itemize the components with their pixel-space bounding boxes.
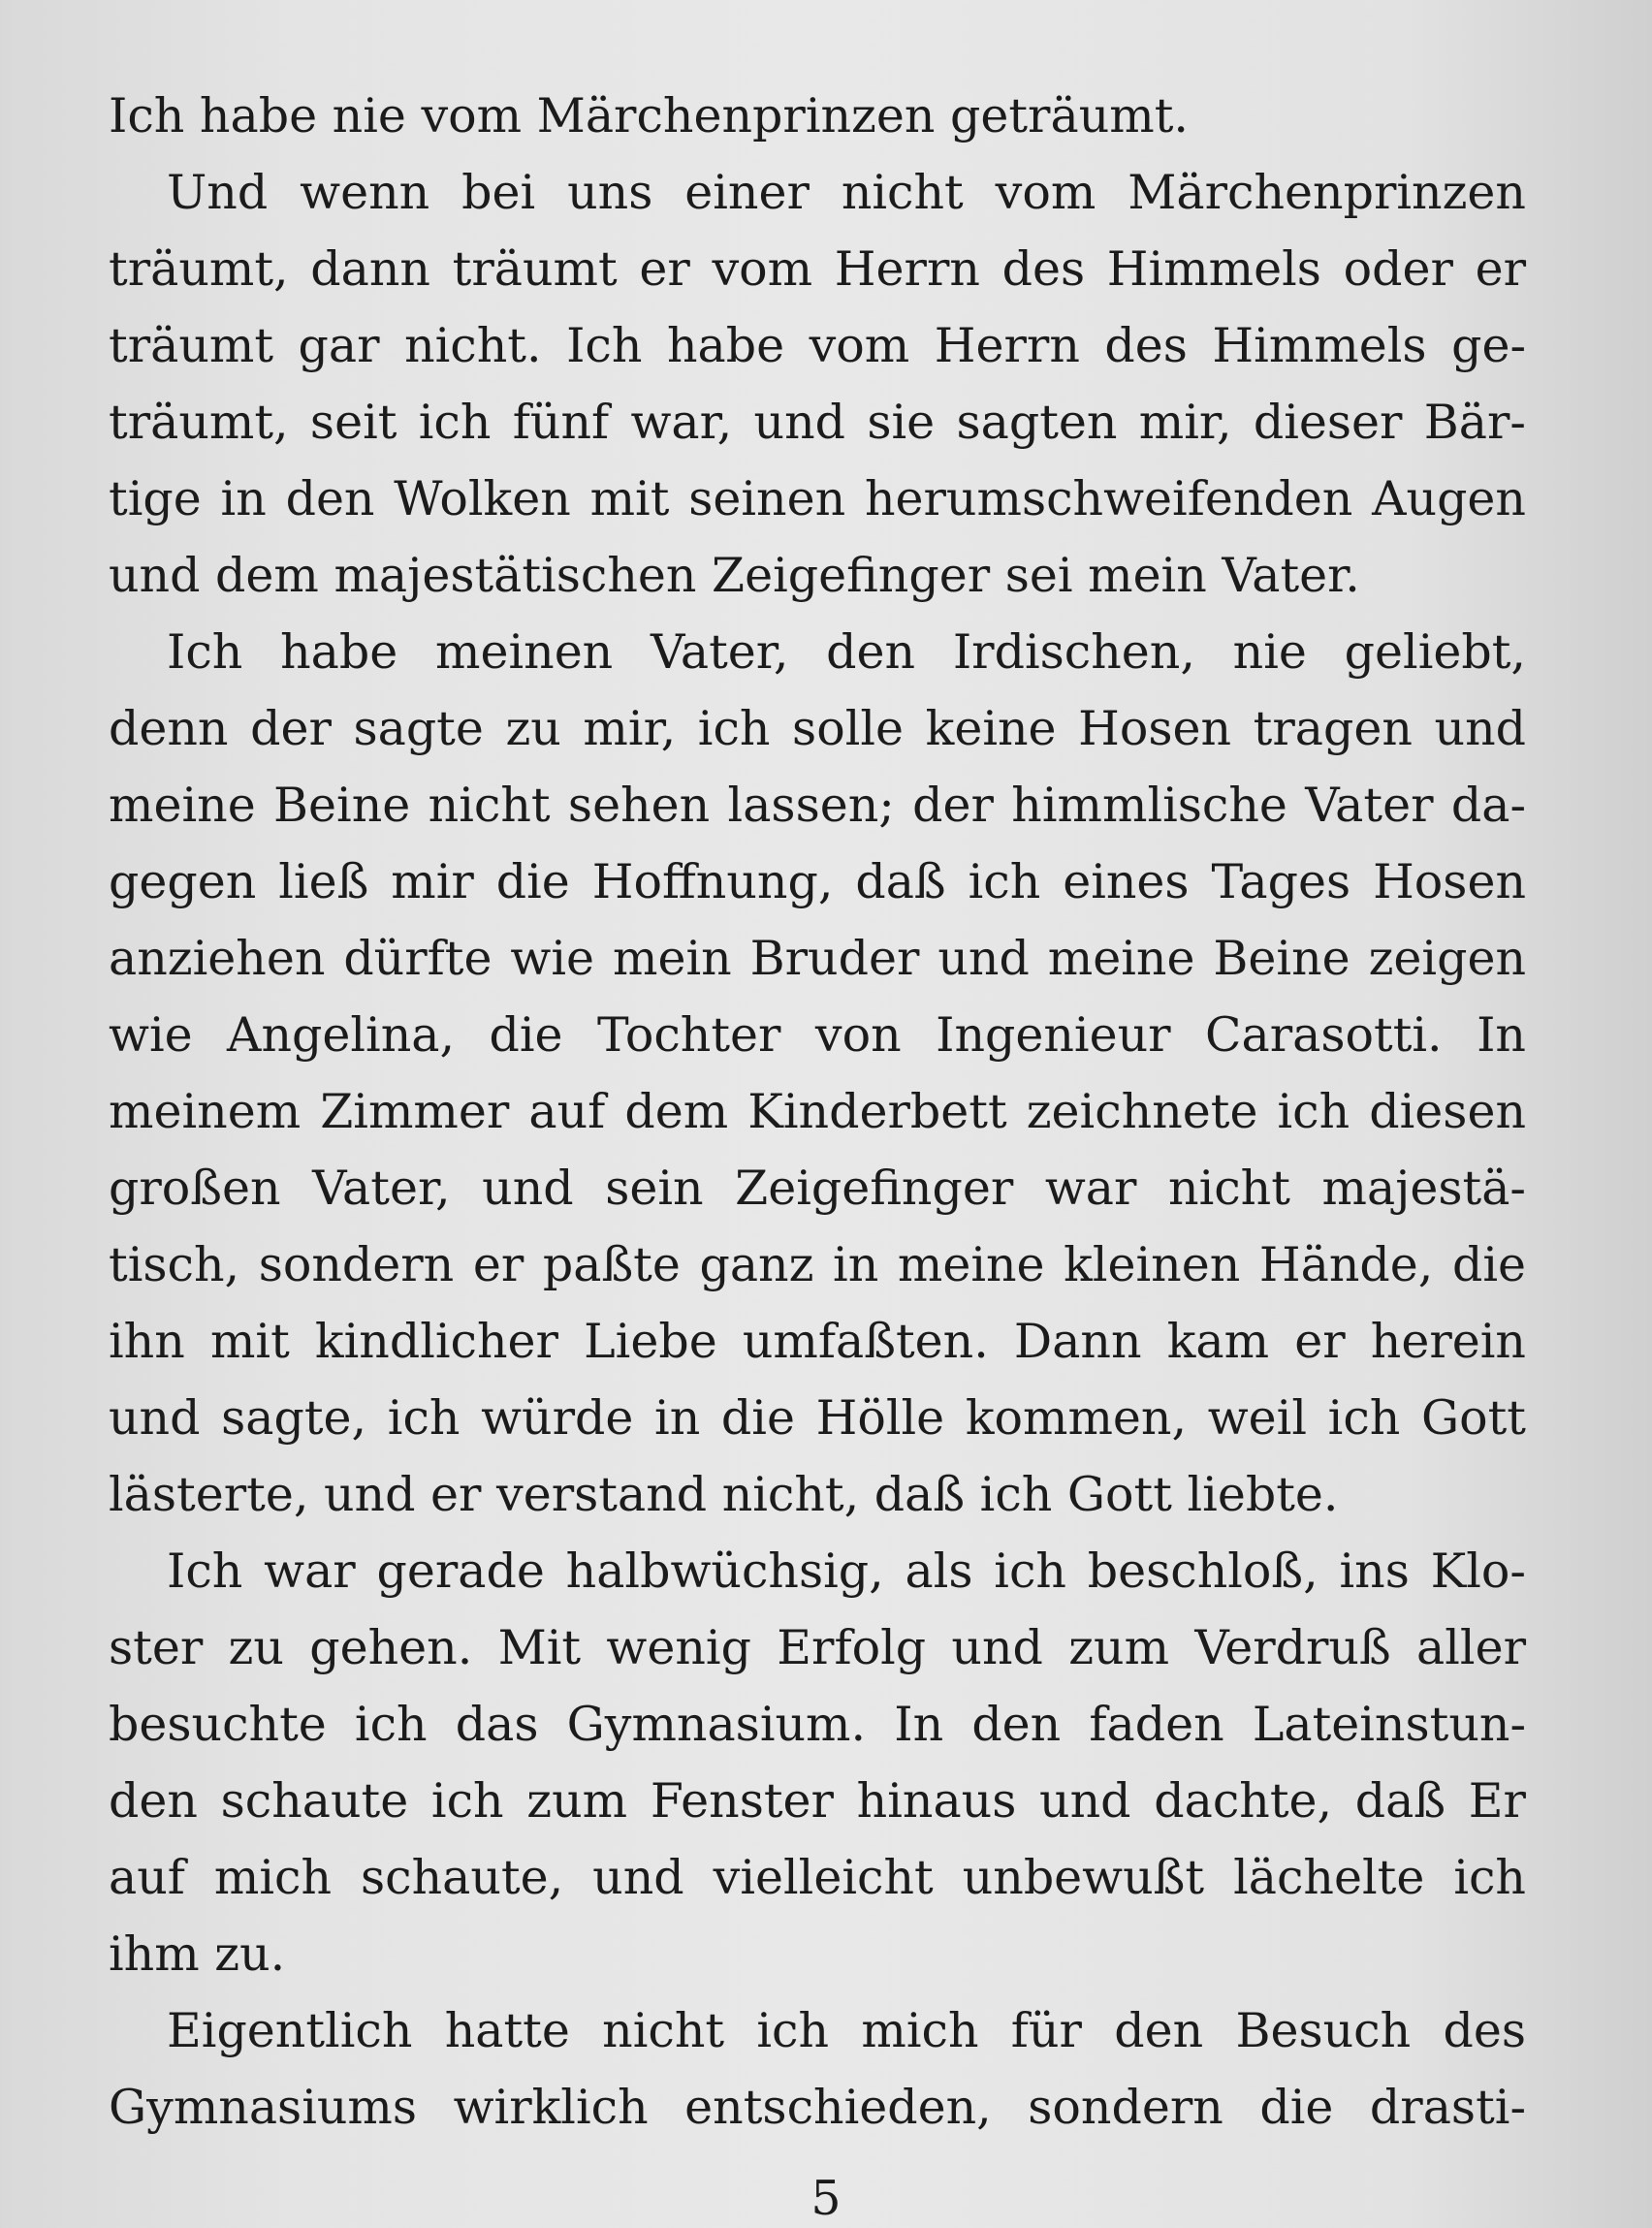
paragraph-2	[109, 154, 1526, 614]
text-line: ihm zu.	[109, 1926, 286, 1982]
text-line: ster zu gehen. Mit wenig Erfolg und zum Verdruß aller	[109, 1620, 1526, 1675]
text-line: Ich war gerade halbwüchsig, als ich beschloß, ins Klo-	[167, 1544, 1526, 1599]
text-line: Ich habe nie vom Märchenprinzen geträumt.	[109, 88, 1189, 143]
text-line: tige in den Wolken mit seinen herumschweifenden Augen	[109, 471, 1526, 526]
text-line: träumt, dann träumt er vom Herrn des Himmels oder er	[109, 241, 1526, 297]
text-column	[109, 78, 1526, 2146]
text-line: Eigentlich hatte nicht ich mich für den Besuch des	[167, 2003, 1526, 2058]
text-line: Und wenn bei uns einer nicht vom Märchenprinzen	[167, 165, 1526, 220]
text-line: großen Vater, und sein Zeigefinger war nicht majestä-	[109, 1161, 1526, 1216]
text-line: besuchte ich das Gymnasium. In den faden Lateinstun-	[109, 1697, 1526, 1752]
page-number: 5	[810, 2171, 842, 2226]
text-line: Gymnasiums wirklich entschieden, sondern die drasti-	[109, 2080, 1526, 2135]
text-line: träumt gar nicht. Ich habe vom Herrn des Himmels ge-	[109, 318, 1526, 373]
text-line: und sagte, ich würde in die Hölle kommen, weil ich Gott	[109, 1390, 1526, 1446]
text-line: tisch, sondern er paßte ganz in meine kleinen Hände, die	[109, 1237, 1526, 1292]
text-line: gegen ließ mir die Hoffnung, daß ich eines Tages Hosen	[109, 854, 1526, 909]
text-line: auf mich schaute, und vielleicht unbewußt lächelte ich	[109, 1850, 1526, 1905]
text-line: anziehen dürfte wie mein Bruder und meine Beine zeigen	[109, 931, 1526, 986]
text-line: wie Angelina, die Tochter von Ingenieur Carasotti. In	[109, 1007, 1526, 1063]
text-line: meinem Zimmer auf dem Kinderbett zeichnete ich diesen	[109, 1084, 1526, 1139]
paragraph-5	[109, 1992, 1526, 2146]
paragraph-4	[109, 1533, 1526, 1992]
text-line: und dem majestätischen Zeigefinger sei mein Vater.	[109, 548, 1360, 603]
text-line: träumt, seit ich fünf war, und sie sagten mir, dieser Bär-	[109, 395, 1526, 450]
text-line: meine Beine nicht sehen lassen; der himmlische Vater da-	[109, 778, 1526, 833]
text-line: lästerte, und er verstand nicht, daß ich Gott liebte.	[109, 1467, 1339, 1522]
paragraph-3	[109, 614, 1526, 1533]
text-line: denn der sagte zu mir, ich solle keine Hosen tragen und	[109, 701, 1526, 756]
paragraph-1	[109, 78, 1526, 154]
text-line: den schaute ich zum Fenster hinaus und dachte, daß Er	[109, 1773, 1526, 1829]
text-line: Ich habe meinen Vater, den Irdischen, nie geliebt,	[167, 624, 1526, 680]
text-line: ihn mit kindlicher Liebe umfaßten. Dann kam er herein	[109, 1314, 1526, 1369]
